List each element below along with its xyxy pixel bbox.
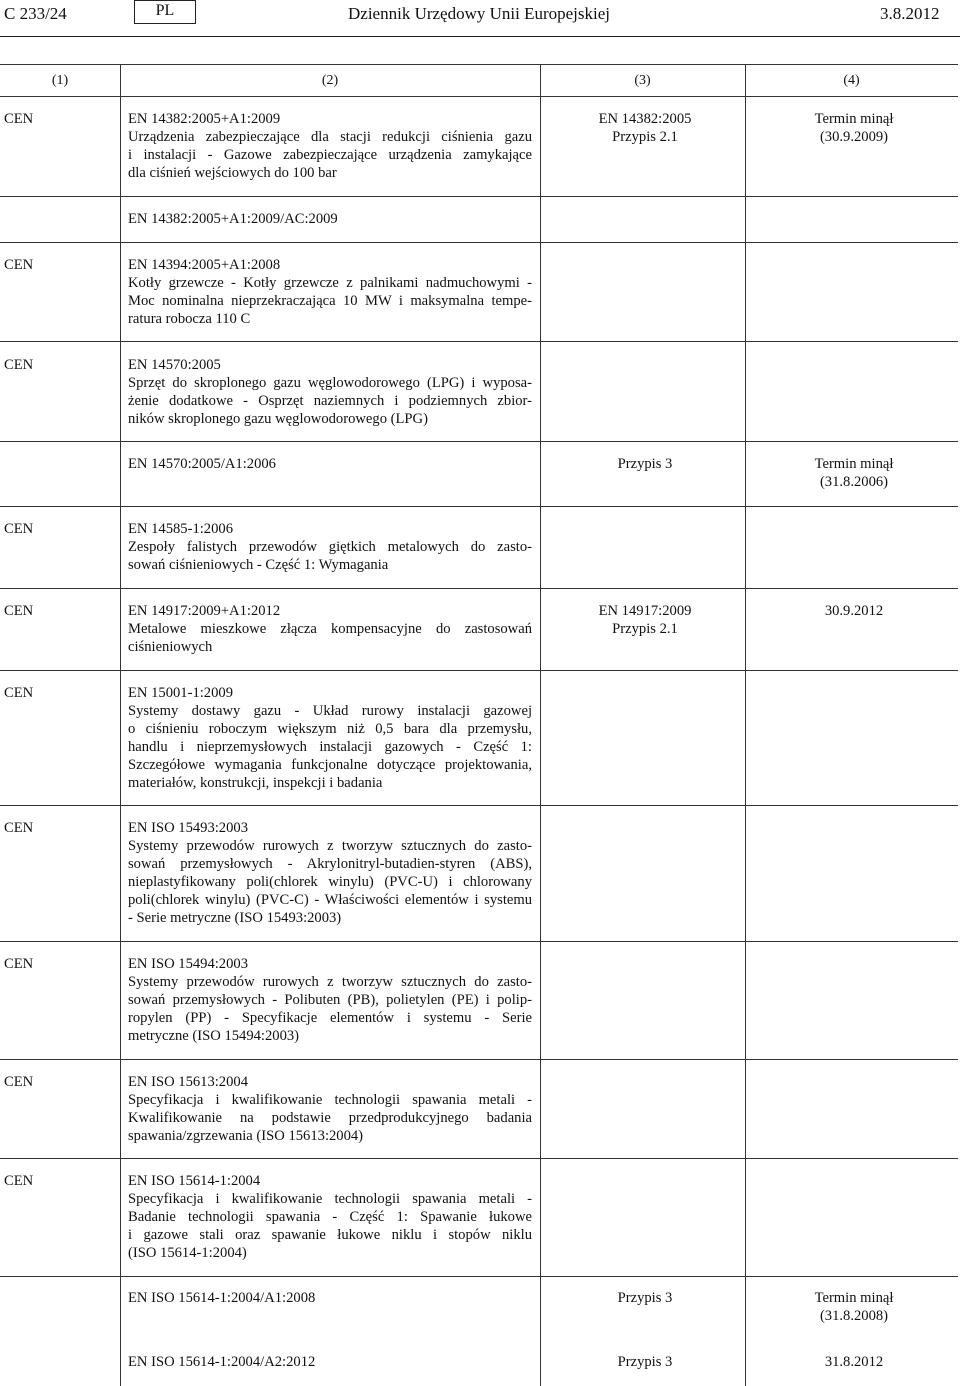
standard-title-line: sowań ciśnieniowych - Część 1: Wymagania [128,557,389,573]
standard-title-line: - Serie metryczne (ISO 15493:2003) [128,910,342,926]
standard-cell [128,1073,532,1145]
row-divider [0,588,958,589]
superseded-standard-cell [545,1289,745,1307]
organisation-cell: CEN [4,257,34,273]
standard-cell [128,955,532,1045]
date-line: (31.8.2008) [819,1308,889,1324]
column-header: (2) [321,73,339,88]
row-divider [0,341,958,342]
standard-title-line: metryczne (ISO 15494:2003) [128,1028,300,1044]
standard-reference: EN ISO 15494:2003 [128,956,248,972]
language-badge: PL [134,0,196,24]
organisation-cell: CEN [4,111,34,127]
standard-title-line: Szczegółowe wymagania funkcjonalne dotyczące projektowania, [128,757,532,773]
organisation-cell: CEN [4,685,34,701]
column-header: (1) [51,73,69,88]
row-divider [0,64,958,65]
header-rule [0,36,960,37]
standard-title-line: o ciśnieniu roboczym większym niż 0,5 bara dla przemysłu, [128,721,532,737]
journal-header [0,0,960,38]
standard-title-line: Systemy przewodów rurowych z tworzyw sztucznych do zasto- [128,838,532,854]
date-line: Termin minął [814,111,894,127]
standard-title-line: (ISO 15614-1:2004) [128,1245,247,1261]
row-divider [0,1059,958,1060]
standard-title-line: dla ciśnień wejściowych do 100 bar [128,165,337,181]
superseded-line: Przypis 3 [617,1354,673,1370]
organisation-cell: CEN [4,521,34,537]
superseded-line: EN 14917:2009 [598,603,692,619]
date-line: (30.9.2009) [819,129,889,145]
standard-reference: EN 14570:2005/A1:2006 [128,456,276,472]
row-divider [0,196,958,197]
organisation-cell: CEN [4,603,34,619]
standard-title-line: Specyfikacja i kwalifikowanie technologii spawania metali - [128,1092,532,1108]
journal-title: Dziennik Urzędowy Unii Europejskiej [348,4,611,23]
standard-cell [128,520,532,574]
standard-reference: EN 14382:2005+A1:2009/AC:2009 [128,211,338,227]
standard-title-line: Systemy przewodów rurowych z tworzyw sztucznych do zasto- [128,974,532,990]
superseded-standard-cell [545,110,745,146]
standard-title-line: spawania/zgrzewania (ISO 15613:2004) [128,1128,364,1144]
superseded-line: Przypis 3 [617,456,673,472]
row-divider [0,506,958,507]
organisation-cell: CEN [4,1074,34,1090]
superseded-standard-cell [545,1353,745,1371]
standard-cell [128,1353,532,1371]
standard-reference: EN ISO 15614-1:2004/A2:2012 [128,1354,316,1370]
publication-date: 3.8.2012 [880,4,940,23]
cessation-date-cell [750,602,958,620]
standard-title-line: żenie dodatkowe - Osprzęt naziemnych i podziemnych zbior- [128,393,532,409]
standard-title-line: Kotły grzewcze - Kotły grzewcze z palnikami nadmuchowymi - [128,275,532,291]
cessation-date-cell [750,1289,958,1325]
cessation-date-cell [750,1353,958,1371]
standard-title-line: Sprzęt do skroplonego gazu węglowodorowego (LPG) i wyposa- [128,375,532,391]
row-divider [0,1158,958,1159]
standard-cell [128,684,532,792]
cessation-date-cell [750,455,958,491]
standard-title-line: materiałów, konstrukcji, inspekcji i badania [128,775,383,791]
superseded-line: Przypis 2.1 [612,129,678,145]
column-header: (3) [634,73,651,88]
date-line: Termin minął [814,1290,894,1306]
standard-cell [128,110,532,182]
series-number: C 233/24 [4,4,67,23]
standard-title-line: Specyfikacja i kwalifikowanie technologii spawania metali - [128,1191,532,1207]
standard-reference: EN 14585-1:2006 [128,521,233,537]
standard-reference: EN 14394:2005+A1:2008 [128,257,281,273]
standard-cell [128,210,532,228]
standard-title-line: ciśnieniowych [128,639,213,655]
standard-title-line: i instalacji - Gazowe zabezpieczające urządzenia zamykające [128,147,532,163]
standard-reference: EN ISO 15614-1:2004 [128,1173,261,1189]
standard-title-line: Kwalifikowanie na podstawie przedprodukcyjnego badania [128,1110,532,1126]
column-divider [540,64,541,1386]
row-divider [0,805,958,806]
date-line: 31.8.2012 [824,1354,884,1370]
standard-reference: EN ISO 15614-1:2004/A1:2008 [128,1290,316,1306]
standard-reference: EN 14570:2005 [128,357,221,373]
standard-title-line: Urządzenia zabezpieczające dla stacji redukcji ciśnienia gazu [128,129,532,145]
date-line: 30.9.2012 [824,603,884,619]
standard-cell [128,1289,532,1307]
standard-title-line: ropylen (PP) - Specyfikacje elementów i systemu - Serie [128,1010,532,1026]
superseded-line: EN 14382:2005 [598,111,692,127]
standard-reference: EN ISO 15493:2003 [128,820,248,836]
superseded-standard-cell [545,602,745,638]
column-divider [745,64,746,1386]
standard-title-line: Moc nominalna nieprzekraczająca 10 MW i maksymalna tempe- [128,293,532,309]
standard-cell [128,356,532,428]
date-line: (31.8.2006) [819,474,889,490]
standard-cell [128,819,532,927]
superseded-line: Przypis 2.1 [612,621,678,637]
standard-reference: EN 14917:2009+A1:2012 [128,603,281,619]
standard-cell [128,455,532,473]
standard-title-line: Systemy dostawy gazu - Układ rurowy instalacji gazowej [128,703,532,719]
standard-title-line: handlu i nieprzemysłowych instalacji gazowych - Część 1: [128,739,532,755]
column-header: (4) [843,73,860,88]
superseded-line: Przypis 3 [617,1290,673,1306]
row-divider [0,441,958,442]
standard-title-line: ników skroplonego gazu węglowodorowego (LPG) [128,411,428,427]
standard-reference: EN ISO 15613:2004 [128,1074,248,1090]
organisation-cell: CEN [4,357,34,373]
standard-title-line: nieplastyfikowany poli(chlorek winylu) (PVC-U) i chlorowany [128,874,532,890]
row-divider [0,941,958,942]
row-divider [0,96,958,97]
standard-reference: EN 15001-1:2009 [128,685,233,701]
standard-title-line: Zespoły falistych przewodów giętkich metalowych do zasto- [128,539,532,555]
standard-cell [128,256,532,328]
standard-cell [128,602,532,656]
standard-title-line: sowań przemysłowych - Akrylonitryl-butadien-styren (ABS), [128,856,532,872]
organisation-cell: CEN [4,1173,34,1189]
standard-title-line: Badanie technologii spawania - Część 1: Spawanie łukowe [128,1209,532,1225]
row-divider [0,242,958,243]
standard-title-line: ratura robocza 110 C [128,311,251,327]
standard-reference: EN 14382:2005+A1:2009 [128,111,281,127]
date-line: Termin minął [814,456,894,472]
row-divider [0,670,958,671]
superseded-standard-cell [545,455,745,473]
cessation-date-cell [750,110,958,146]
organisation-cell: CEN [4,956,34,972]
standard-title-line: i gazowe stali oraz spawanie łukowe niklu i stopów niklu [128,1227,532,1243]
standard-title-line: sowań przemysłowych - Polibuten (PB), polietylen (PE) i polip- [128,992,532,1008]
standard-title-line: poli(chlorek winylu) (PVC-C) - Właściwości elementów i systemu [128,892,532,908]
organisation-cell: CEN [4,820,34,836]
standard-title-line: Metalowe mieszkowe złącza kompensacyjne do zastosowań [128,621,532,637]
standard-cell [128,1172,532,1262]
row-divider [0,1276,958,1277]
